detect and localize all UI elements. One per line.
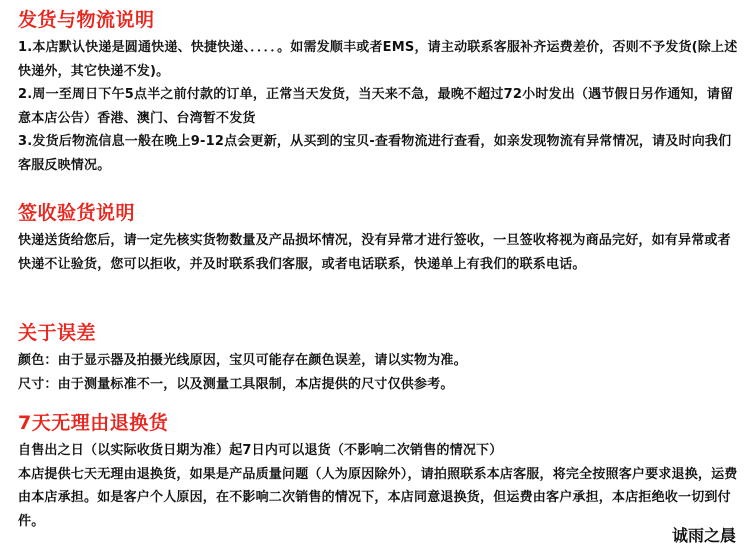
- deviation-paragraph-color: 颜色：由于显示器及拍摄光线原因，宝贝可能存在颜色误差，请以实物为准。: [18, 353, 467, 368]
- inspection-paragraph-1: 快递送货给您后，请一定先核实货物数量及产品损坏情况，没有异常才进行签收，一旦签收将视为商品完好，如有异常或者快递不让验货，您可以拒收，并及时联系我们客服，或者电话联系，快递单上有我们的联系电话。: [18, 233, 731, 272]
- section-deviation: [18, 321, 740, 396]
- deviation-paragraph-size: 尺寸：由于测量标准不一，以及测量工具限制，本店提供的尺寸仅供参考。: [18, 376, 454, 392]
- section-inspection: [18, 201, 740, 276]
- section-title-inspection: 签收验货说明: [18, 202, 136, 224]
- section-returns: [18, 411, 740, 533]
- section-title-deviation: 关于误差: [18, 322, 97, 344]
- returns-paragraph-2: 本店提供七天无理由退换货，如果是产品质量问题（人为原因除外），请拍照联系本店客服，将完全按照客户要求退换，运费由本店承担。如是客户个人原因，在不影响二次销售的情况下，本店同意退换货，但运费由客户承担，本店拒绝收一切到付件。: [18, 466, 738, 529]
- signature-watermark: 诚雨之晨: [670, 523, 738, 546]
- shipping-paragraph-3: 3.发货后物流信息一般在晚上9-12点会更新，从买到的宝贝-查看物流进行查看，如亲发现物流有异常情况，请及时向我们客服反映情况。: [18, 134, 732, 173]
- section-shipping: [18, 8, 740, 177]
- shipping-paragraph-1: 1.本店默认快递是圆通快递、快捷快递、．．．．。如需发顺丰或者EMS，请主动联系客服补齐运费差价，否则不予发货(除上述快递外，其它快递不发)。: [18, 40, 738, 79]
- returns-paragraph-1: 自售出之日（以实际收货日期为准）起7日内可以退货（不影响二次销售的情况下）: [18, 443, 503, 458]
- shipping-paragraph-2: 2.周一至周日下午5点半之前付款的订单，正常当天发货，当天来不急，最晚不超过72小时发出（遇节假日另作通知，请留意本店公告）香港、澳门、台湾暂不发货: [18, 87, 734, 126]
- section-title-returns: 7天无理由退换货: [18, 412, 169, 434]
- section-title-shipping: 发货与物流说明: [18, 9, 155, 31]
